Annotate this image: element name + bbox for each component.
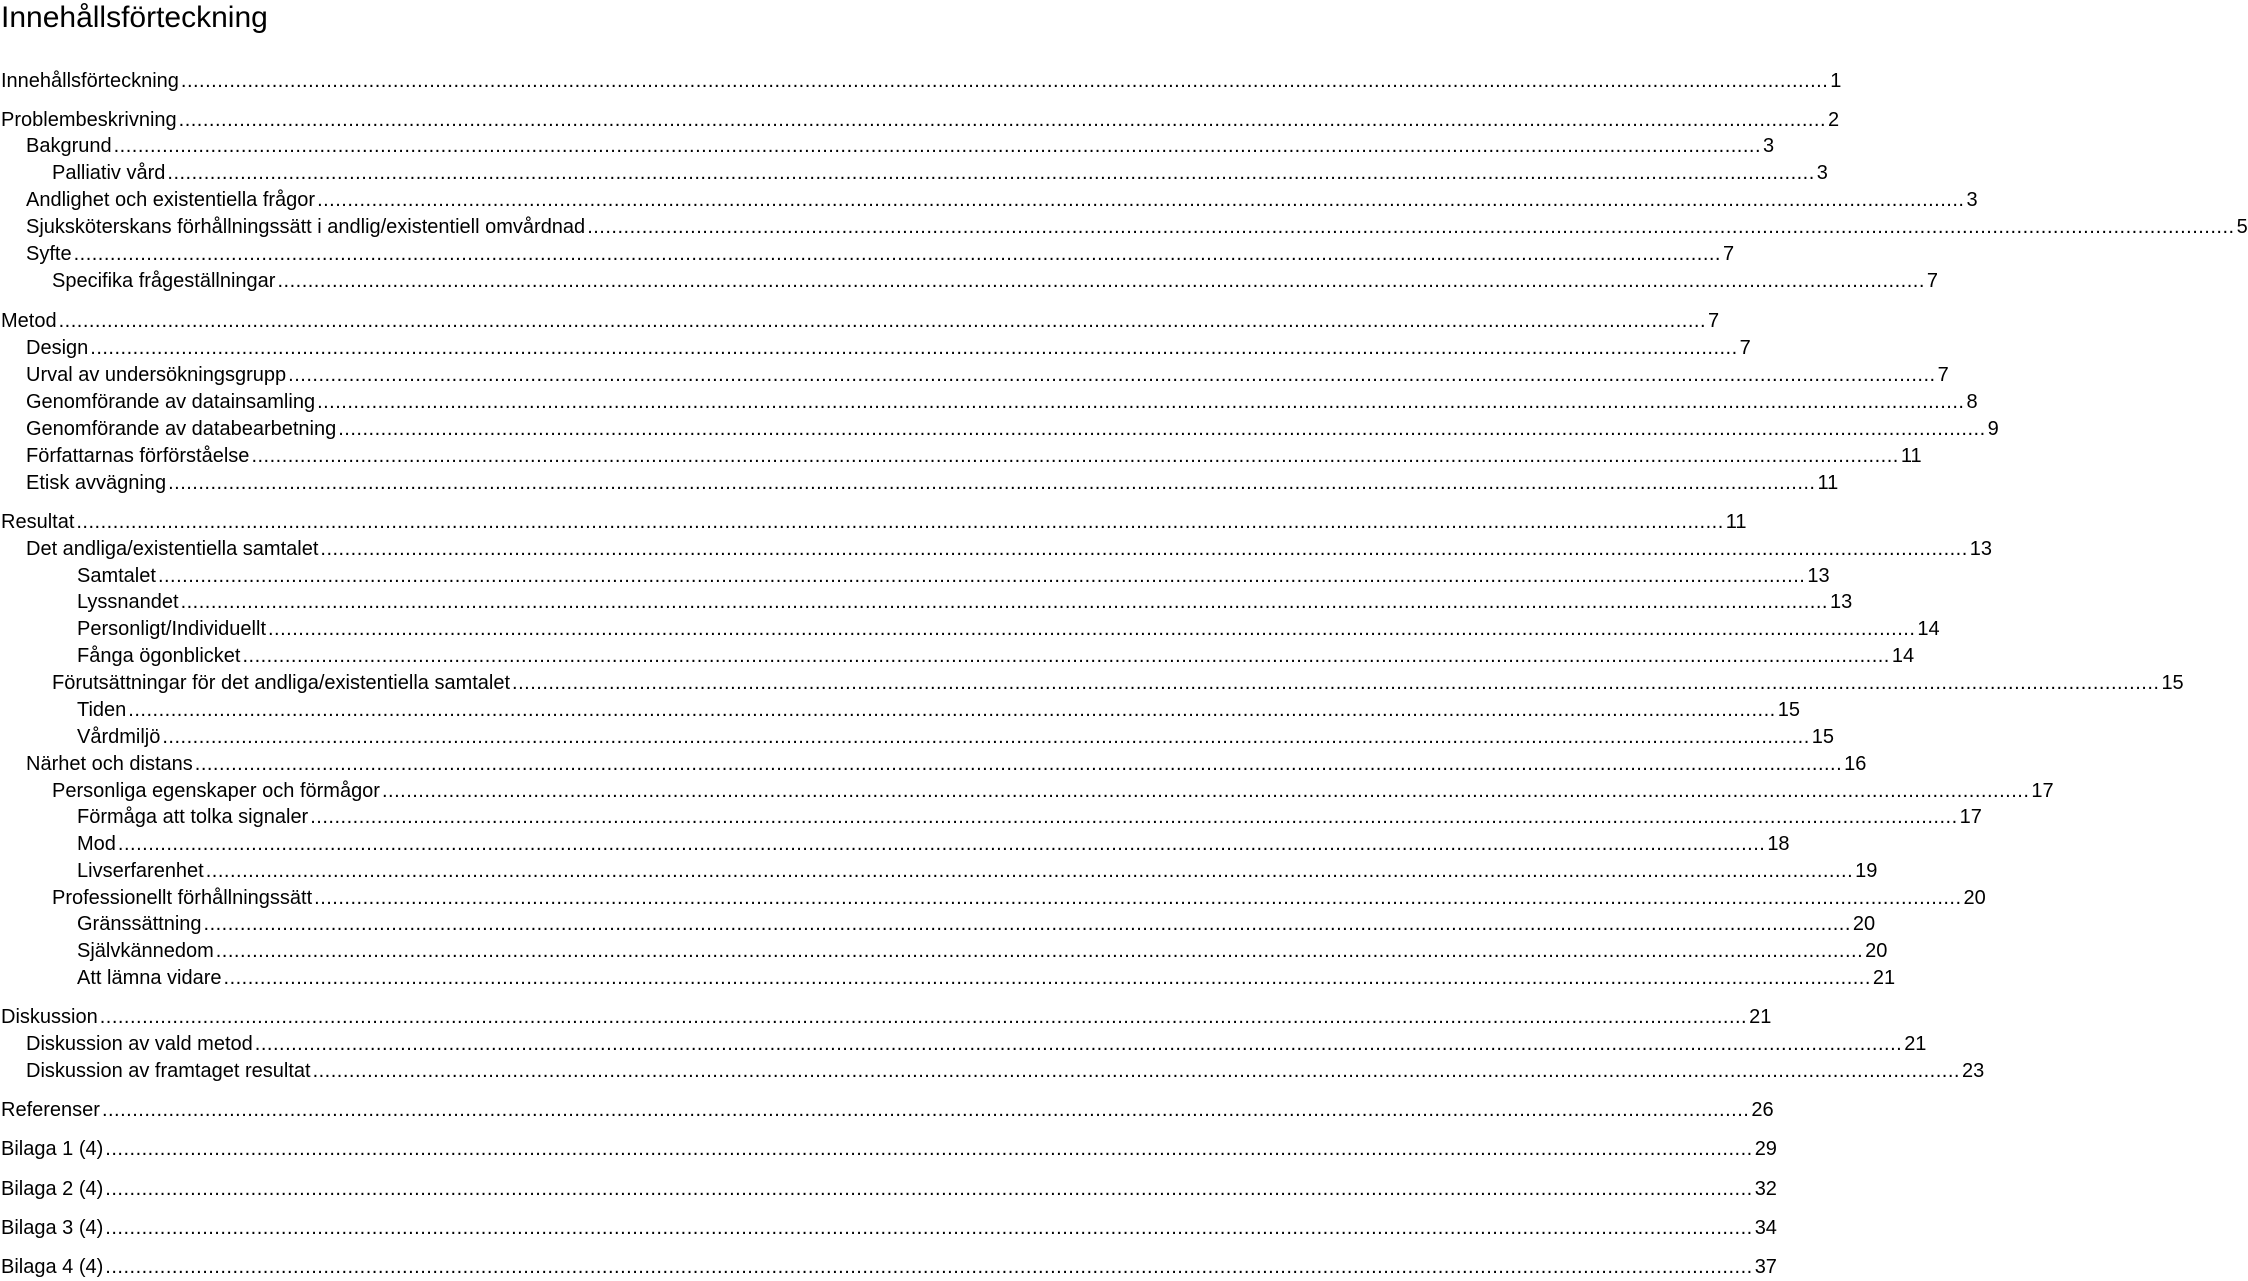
toc-entry-title: Personligt/Individuellt (77, 618, 266, 640)
toc-page-number: 20 (1852, 913, 1876, 935)
toc-entry-title: Självkännedom (77, 940, 214, 962)
toc-leader-dots (204, 911, 1851, 937)
toc-leader-dots (105, 1254, 1752, 1280)
toc-leader-dots (320, 536, 1967, 562)
toc-page-number: 20 (1865, 940, 1888, 962)
page-title: Innehållsförteckning (1, 1, 268, 34)
toc-page-number: 15 (2161, 672, 2184, 694)
toc-leader-dots (181, 589, 1828, 615)
toc-entry-title: Förutsättningar för det andliga/existentiella samtalet (52, 672, 511, 694)
toc-leader-dots (216, 938, 1863, 964)
toc-entry-title: Sjuksköterskans förhållningssätt i andlig/existentiell omvårdnad (26, 216, 586, 238)
toc-leader-dots (168, 470, 1815, 496)
toc-leader-dots (206, 858, 1853, 884)
toc-entry[interactable] (0, 241, 1735, 267)
toc-leader-dots (167, 160, 1814, 186)
toc-entry[interactable] (0, 509, 1747, 535)
toc-page-number: 7 (1739, 337, 1751, 359)
toc-entry-title: Samtalet (77, 565, 156, 587)
toc-leader-dots (268, 616, 1915, 642)
toc-entry[interactable] (0, 107, 1840, 133)
toc-entry-title: Bilaga 3 (4) (1, 1217, 104, 1239)
toc-entry-title: Närhet och distans (26, 753, 193, 775)
toc-entry[interactable] (0, 563, 1830, 589)
toc-leader-dots (158, 563, 1805, 589)
toc-entry[interactable] (0, 536, 1993, 562)
toc-page-number: 9 (1987, 418, 1999, 440)
toc-entry[interactable] (0, 160, 1828, 186)
toc-page-number: 13 (1807, 565, 1830, 587)
toc-page-number: 8 (1966, 391, 1978, 413)
toc-entry-title: Genomförande av datainsamling (26, 391, 316, 413)
toc-entry-title: Etisk avvägning (26, 472, 167, 494)
toc-page-number: 17 (1959, 806, 1982, 828)
toc-entry[interactable] (0, 643, 1915, 669)
toc-entry-title: Resultat (1, 511, 75, 533)
toc-page-number: 3 (1966, 189, 1978, 211)
toc-page-number: 29 (1754, 1138, 1777, 1160)
toc-page-number: 3 (1816, 162, 1828, 184)
toc-entry-title: Problembeskrivning (1, 109, 177, 131)
toc-page-number: 21 (1872, 967, 1896, 989)
toc-page-number: 14 (1891, 645, 1915, 667)
toc-leader-dots (313, 1058, 1960, 1084)
toc-leader-dots (317, 389, 1964, 415)
toc-entry[interactable] (0, 697, 1800, 723)
toc-entry-title: Diskussion av vald metod (26, 1033, 253, 1055)
toc-entry[interactable] (0, 804, 1982, 830)
toc-page-number: 7 (1708, 310, 1720, 332)
toc-entry-title: Mod (77, 833, 116, 855)
toc-page-number: 13 (1829, 591, 1853, 613)
toc-entry-title: Syfte (26, 243, 72, 265)
toc-entry-title: Bilaga 1 (4) (1, 1138, 104, 1160)
toc-leader-dots (288, 362, 1935, 388)
toc-page-number: 11 (1725, 511, 1747, 533)
toc-entry-title: Design (26, 337, 89, 359)
toc-leader-dots (314, 885, 1961, 911)
toc-entry-title: Diskussion (1, 1006, 98, 1028)
toc-page-number: 13 (1969, 538, 1993, 560)
toc-entry-title: Diskussion av framtaget resultat (26, 1060, 311, 1082)
toc-entry[interactable] (0, 1004, 1772, 1030)
toc-page-number: 34 (1754, 1217, 1777, 1239)
toc-page-number: 21 (1749, 1006, 1772, 1028)
toc-entry[interactable] (0, 335, 1751, 361)
toc-entry[interactable] (0, 443, 1922, 469)
toc-entry[interactable] (0, 1254, 1777, 1280)
toc-entry-title: Metod (1, 310, 57, 332)
toc-page-number: 23 (1961, 1060, 1985, 1082)
toc-entry-title: Det andliga/existentiella samtalet (26, 538, 319, 560)
toc-page-number: 11 (1817, 472, 1839, 494)
toc-entry[interactable] (0, 1097, 1774, 1123)
toc-entry-title: Livserfarenhet (77, 860, 204, 882)
toc-page-number: 26 (1751, 1099, 1774, 1121)
toc-entry-title: Bilaga 4 (4) (1, 1256, 104, 1278)
toc-page-number: 32 (1754, 1178, 1777, 1200)
toc-entry-title: Specifika frågeställningar (52, 270, 276, 292)
toc-page-number: 17 (2031, 780, 2054, 802)
toc-entry-title: Bilaga 2 (4) (1, 1178, 104, 1200)
toc-leader-dots (76, 509, 1723, 535)
toc-entry-title: Lyssnandet (77, 591, 179, 613)
toc-entry[interactable] (0, 885, 1986, 911)
toc-entry[interactable] (0, 1215, 1777, 1241)
toc-leader-dots (128, 697, 1775, 723)
toc-entry-title: Andlighet och existentiella frågor (26, 189, 316, 211)
toc-leader-dots (105, 1176, 1752, 1202)
toc-page-number: 14 (1917, 618, 1940, 640)
toc-entry[interactable] (0, 938, 1888, 964)
toc-page-number: 5 (2236, 216, 2248, 238)
toc-page-number: 1 (1830, 70, 1842, 92)
toc-entry-title: Referenser (1, 1099, 100, 1121)
toc-page-number: 19 (1855, 860, 1878, 882)
toc-leader-dots (251, 443, 1898, 469)
toc-page-number: 7 (1722, 243, 1735, 265)
toc-page-number: 3 (1763, 135, 1775, 157)
toc-leader-dots (255, 1031, 1902, 1057)
toc-page-number: 15 (1777, 699, 1800, 721)
toc-leader-dots (118, 831, 1765, 857)
toc-leader-dots (338, 416, 1985, 442)
toc-leader-dots (90, 335, 1737, 361)
toc-leader-dots (100, 1004, 1747, 1030)
toc-leader-dots (224, 965, 1871, 991)
toc-entry[interactable] (0, 1031, 1927, 1057)
toc-page-number: 37 (1754, 1256, 1777, 1278)
toc-leader-dots (179, 107, 1826, 133)
toc-entry-title: Innehållsförteckning (1, 70, 179, 92)
toc-entry[interactable] (0, 724, 1835, 750)
toc-leader-dots (105, 1136, 1752, 1162)
toc-entry-title: Gränssättning (77, 913, 202, 935)
toc-entry[interactable] (0, 362, 1949, 388)
toc-leader-dots (162, 724, 1809, 750)
toc-leader-dots (105, 1215, 1752, 1241)
toc-entry-title: Urval av undersökningsgrupp (26, 364, 287, 386)
toc-entry[interactable] (0, 831, 1790, 857)
toc-entry[interactable] (0, 858, 1878, 884)
toc-page-number: 7 (1926, 270, 1938, 292)
toc-leader-dots (310, 804, 1957, 830)
toc-entry[interactable] (0, 670, 2184, 696)
toc-entry[interactable] (0, 1176, 1777, 1202)
toc-entry[interactable] (0, 616, 1940, 642)
toc-entry[interactable] (0, 68, 1842, 94)
toc-entry[interactable] (0, 389, 1978, 415)
toc-page-number: 16 (1844, 753, 1867, 775)
toc-leader-dots (74, 241, 1721, 267)
toc-entry[interactable] (0, 133, 1775, 159)
toc-page-number: 21 (1904, 1033, 1927, 1055)
toc-leader-dots (382, 778, 2029, 804)
toc-entry-title: Vårdmiljö (77, 726, 161, 748)
toc-leader-dots (102, 1097, 1749, 1123)
toc-entry[interactable] (0, 911, 1876, 937)
toc-entry[interactable] (0, 1058, 1985, 1084)
toc-entry[interactable] (0, 470, 1839, 496)
toc-entry-title: Fånga ögonblicket (77, 645, 241, 667)
toc-entry-title: Palliativ vård (52, 162, 166, 184)
toc-page-number: 20 (1963, 887, 1986, 909)
toc-entry-title: Bakgrund (26, 135, 112, 157)
toc-leader-dots (512, 670, 2159, 696)
toc-entry-title: Tiden (77, 699, 127, 721)
toc-entry-title: Författarnas förförståelse (26, 445, 250, 467)
toc-entry-title: Personliga egenskaper och förmågor (52, 780, 380, 802)
toc-entry-title: Genomförande av databearbetning (26, 418, 337, 440)
toc-page-number: 11 (1900, 445, 1922, 467)
toc-leader-dots (242, 643, 1889, 669)
toc-entry-title: Att lämna vidare (77, 967, 222, 989)
toc-leader-dots (317, 187, 1964, 213)
toc-entry[interactable] (0, 187, 1978, 213)
toc-entry[interactable] (0, 778, 2054, 804)
toc-entry[interactable] (0, 416, 1999, 442)
toc-page-number: 7 (1937, 364, 1949, 386)
toc-leader-dots (277, 268, 1924, 294)
toc-entry[interactable] (0, 589, 1853, 615)
toc-page-number: 15 (1811, 726, 1835, 748)
toc-leader-dots (181, 68, 1828, 94)
toc-entry[interactable] (0, 965, 1896, 991)
toc-entry[interactable] (0, 308, 1720, 334)
toc-leader-dots (195, 751, 1842, 777)
toc-entry[interactable] (0, 751, 1867, 777)
toc-page-number: 18 (1767, 833, 1790, 855)
toc-entry-title: Professionellt förhållningssätt (52, 887, 313, 909)
toc-leader-dots (114, 133, 1761, 159)
toc-leader-dots (59, 308, 1706, 334)
toc-leader-dots (587, 214, 2234, 240)
toc-entry[interactable] (0, 214, 2248, 240)
toc-entry[interactable] (0, 1136, 1777, 1162)
toc-page-number: 2 (1828, 109, 1840, 131)
toc-entry-title: Förmåga att tolka signaler (77, 806, 309, 828)
toc-entry[interactable] (0, 268, 1938, 294)
